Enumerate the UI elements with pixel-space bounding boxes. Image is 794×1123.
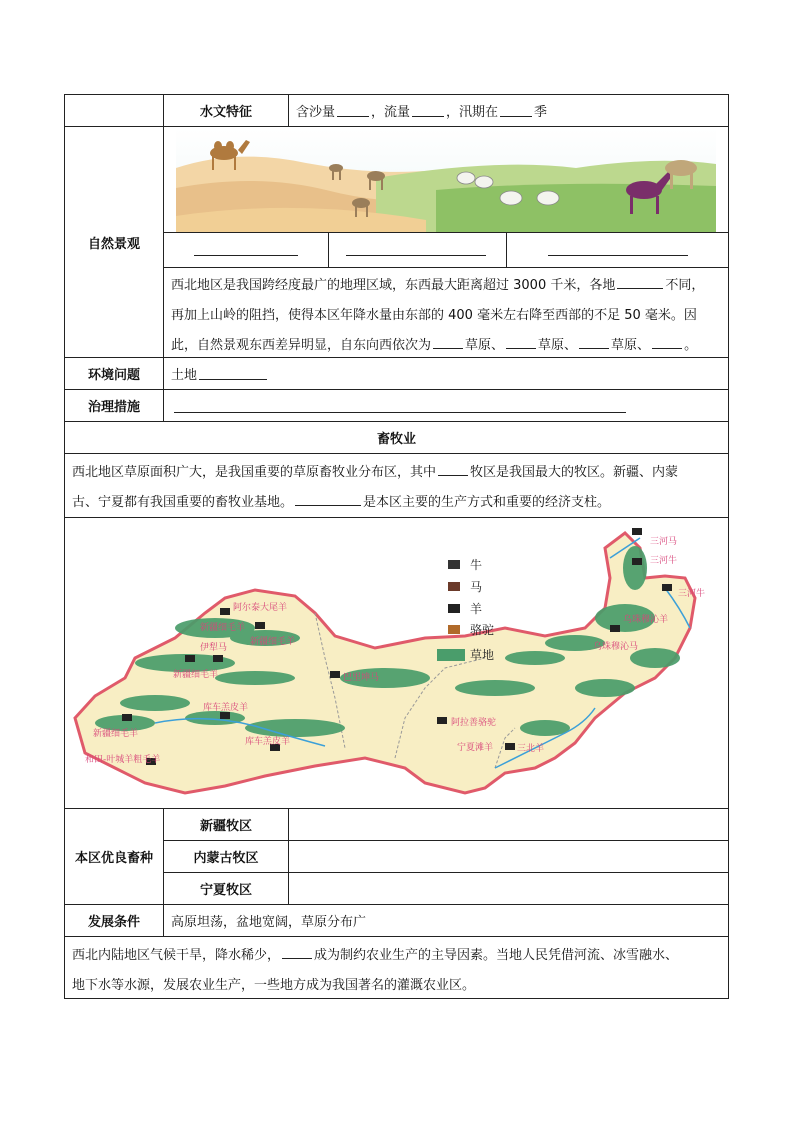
para-text: 牧区是我国最大的牧区。新疆、内蒙	[470, 465, 679, 480]
map-label: 乌珠穆沁羊	[623, 615, 669, 625]
breeds-label: 本区优良畜种	[64, 808, 164, 905]
dev-value: 高原坦荡，盆地宽阔，草原分布广	[163, 904, 729, 937]
map-label: 三河牛	[678, 589, 706, 599]
blank-difference[interactable]	[617, 276, 663, 289]
natural-label: 自然景观	[64, 126, 164, 358]
caption-blank-3[interactable]	[548, 255, 688, 256]
blank-sand[interactable]	[337, 104, 369, 117]
caption-blank-2[interactable]	[346, 255, 486, 256]
map-label: 三河马	[650, 537, 678, 547]
hydro-value	[288, 94, 729, 127]
env-value	[163, 357, 729, 390]
caption-blank-1[interactable]	[194, 255, 298, 256]
blank-flow[interactable]	[412, 104, 444, 117]
blank-livestock[interactable]	[295, 493, 361, 506]
para-text: 草原、	[465, 338, 505, 353]
dev-label: 发展条件	[64, 904, 164, 937]
animal-title: 畜牧业	[64, 421, 729, 454]
map-label: 巴里坤马	[343, 673, 380, 683]
blank-water[interactable]	[282, 946, 312, 959]
hydro-season-text: 季	[534, 105, 548, 120]
livestock-map	[65, 518, 728, 808]
map-label: 伊犁马	[200, 643, 228, 653]
govern-value	[163, 389, 729, 422]
para-text: 再加上山岭的阻挡，使得本区年降水量由东部的 400 毫米左右降至西部的不足 50 毫米。因	[171, 308, 697, 323]
map-label: 库车羔皮羊	[245, 737, 291, 747]
para-text: 古、宁夏都有我国重要的畜牧业基地。	[72, 495, 294, 510]
para-text: 西北内陆地区气候干旱，降水稀少，	[72, 948, 281, 963]
breed-row-value[interactable]	[288, 840, 729, 873]
blank-grass-3[interactable]	[579, 336, 609, 349]
breed-row-value[interactable]	[288, 872, 729, 905]
para-text: 不同，	[665, 278, 705, 293]
blank-desert[interactable]	[652, 336, 682, 349]
dev-paragraph	[64, 936, 729, 999]
map-label: 新疆细毛羊	[173, 670, 219, 680]
map-label: 乌珠穆沁马	[593, 642, 639, 652]
breed-row-value[interactable]	[288, 808, 729, 841]
blank-govern[interactable]	[174, 412, 626, 413]
para-text: 此，自然景观东西差异明显，自东向西依次为	[171, 338, 432, 353]
legend-label: 牛	[470, 558, 483, 572]
para-text: 成为制约农业生产的主导因素。当地人民凭借河流、冰雪融水、	[314, 948, 679, 963]
landscape-illustration	[176, 128, 716, 232]
map-label: 新疆细毛羊	[93, 729, 139, 739]
breed-row-label: 新疆牧区	[163, 808, 289, 841]
para-text: 草原、	[538, 338, 578, 353]
map-label: 三河牛	[650, 556, 678, 566]
hydro-flood-text: ，汛期在	[446, 105, 499, 120]
legend-label: 骆驼	[470, 623, 495, 637]
para-text: 西北地区是我国跨经度最广的地理区域，东西最大距离超过 3000 千米，各地	[171, 278, 616, 293]
blank-pasture[interactable]	[438, 463, 468, 476]
map-label: 宁夏滩羊	[457, 743, 494, 753]
map-label: 新疆细毛羊	[250, 637, 296, 647]
caption-row	[164, 232, 728, 268]
map-cell	[64, 517, 729, 809]
blank-env[interactable]	[199, 367, 267, 380]
blank-grass-1[interactable]	[433, 336, 463, 349]
map-label: 和田-叶城羊粗毛羊	[85, 755, 161, 765]
map-label: 阿拉善骆驼	[451, 718, 497, 728]
para-text: 是本区主要的生产方式和重要的经济支柱。	[363, 495, 611, 510]
env-text: 土地	[171, 368, 198, 383]
blank-flood[interactable]	[500, 104, 532, 117]
map-label: 三北羊	[517, 744, 545, 754]
hydro-sand-text: 含沙量	[296, 105, 336, 120]
para-text: 草原、	[611, 338, 651, 353]
map-label: 库车羔皮羊	[203, 703, 249, 713]
empty-cell	[64, 94, 164, 127]
natural-paragraph	[164, 267, 730, 365]
map-label: 新疆细毛羊	[200, 623, 246, 633]
legend-label: 羊	[470, 602, 483, 616]
map-label: 阿尔泰大尾羊	[233, 603, 288, 613]
legend-label: 马	[470, 580, 483, 594]
para-text: 西北地区草原面积广大，是我国重要的草原畜牧业分布区，其中	[72, 465, 437, 480]
hydro-label: 水文特征	[163, 94, 289, 127]
natural-content	[163, 126, 729, 358]
para-text: 地下水等水源，发展农业生产，一些地方成为我国著名的灌溉农业区。	[72, 978, 476, 993]
govern-label: 治理措施	[64, 389, 164, 422]
env-label: 环境问题	[64, 357, 164, 390]
animal-paragraph	[64, 453, 729, 518]
legend-label: 草地	[470, 648, 495, 662]
para-text: 。	[684, 338, 698, 353]
breed-row-label: 内蒙古牧区	[163, 840, 289, 873]
breed-row-label: 宁夏牧区	[163, 872, 289, 905]
hydro-flow-text: ，流量	[371, 105, 411, 120]
blank-grass-2[interactable]	[506, 336, 536, 349]
